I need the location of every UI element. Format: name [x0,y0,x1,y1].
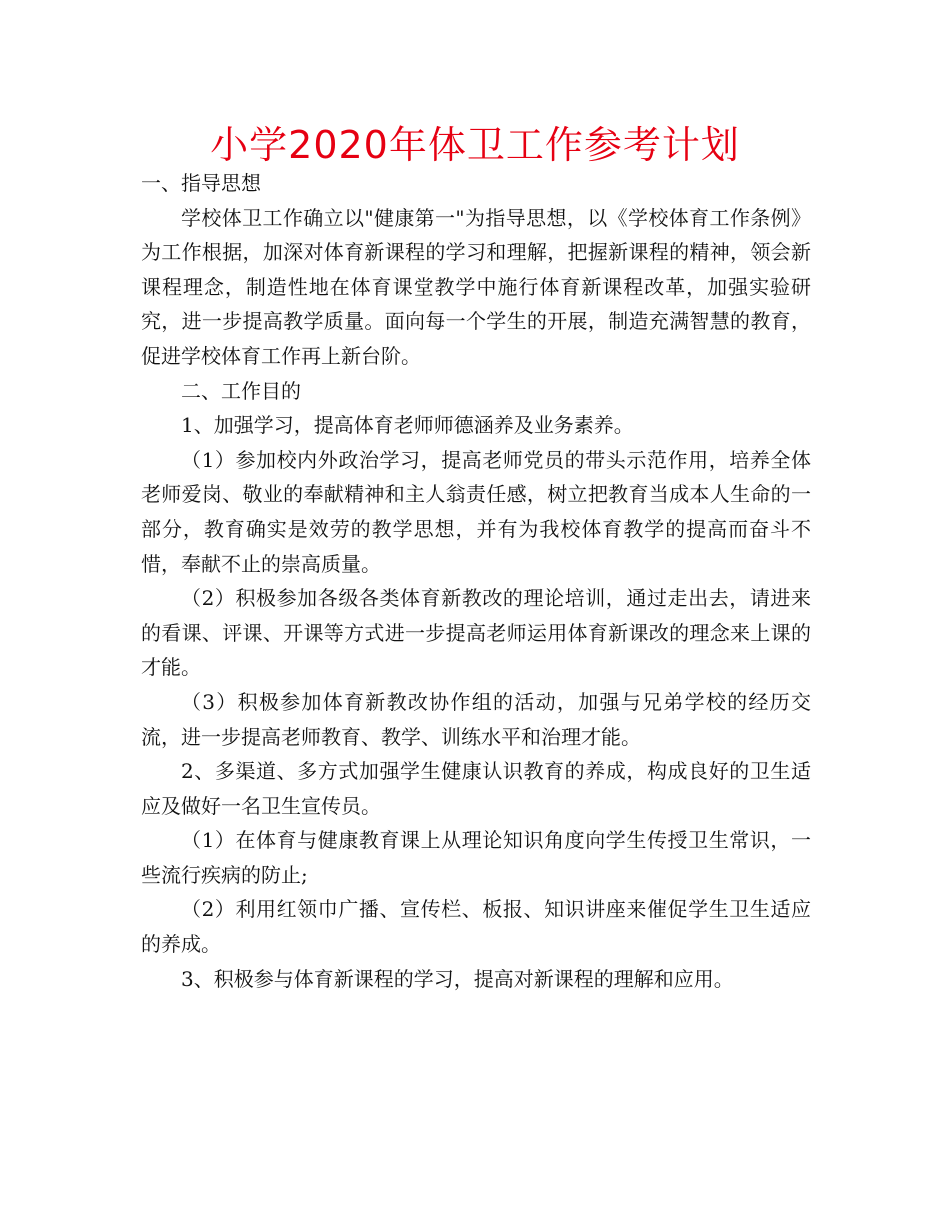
document-title: 小学2020年体卫工作参考计划 [210,123,740,167]
list-item-goal-1-1: （1）参加校内外政治学习，提高老师党员的带头示范作用，培养全体老师爱岗、敬业的奉献精神和主人翁责任感，树立把教育当成本人生命的一部分，教育确实是效劳的教学思想，并有为我校体育教学的提高而奋斗不惜，奉献不止的崇高质量。 [141,447,811,576]
list-item-goal-1-3: （3）积极参加体育新教改协作组的活动，加强与兄弟学校的经历交流，进一步提高老师教育、教学、训练水平和治理才能。 [141,689,811,749]
list-item-goal-1-2: （2）积极参加各级各类体育新教改的理论培训，通过走出去，请进来的看课、评课、开课等方式进一步提高老师运用体育新课改的理念来上课的才能。 [141,586,811,680]
list-item-goal-2-2: （2）利用红领巾广播、宣传栏、板报、知识讲座来催促学生卫生适应的养成。 [141,897,811,957]
list-item-goal-3: 3、积极参与体育新课程的学习，提高对新课程的理解和应用。 [181,966,734,991]
document-body [141,166,811,996]
paragraph-guiding-ideology: 学校体卫工作确立以"健康第一"为指导思想，以《学校体育工作条例》为工作根据，加深对体育新课程的学习和理解，把握新课程的精神，领会新课程理念，制造性地在体育课堂教学中施行体育新课程改革，加强实验研究，进一步提高教学质量。面向每一个学生的开展，制造充满智慧的教育，促进学校体育工作再上新台阶。 [141,205,811,368]
section-heading-work-goals: 二、工作目的 [181,378,301,403]
list-item-goal-2: 2、多渠道、多方式加强学生健康认识教育的养成，构成良好的卫生适应及做好一名卫生宣传员。 [141,759,811,818]
section-heading-guiding-ideology: 一、指导思想 [141,171,261,195]
list-item-goal-1: 1、加强学习，提高体育老师师德涵养及业务素养。 [181,413,634,438]
list-item-goal-2-1: （1）在体育与健康教育课上从理论知识角度向学生传授卫生常识，一些流行疾病的防止; [141,828,811,887]
